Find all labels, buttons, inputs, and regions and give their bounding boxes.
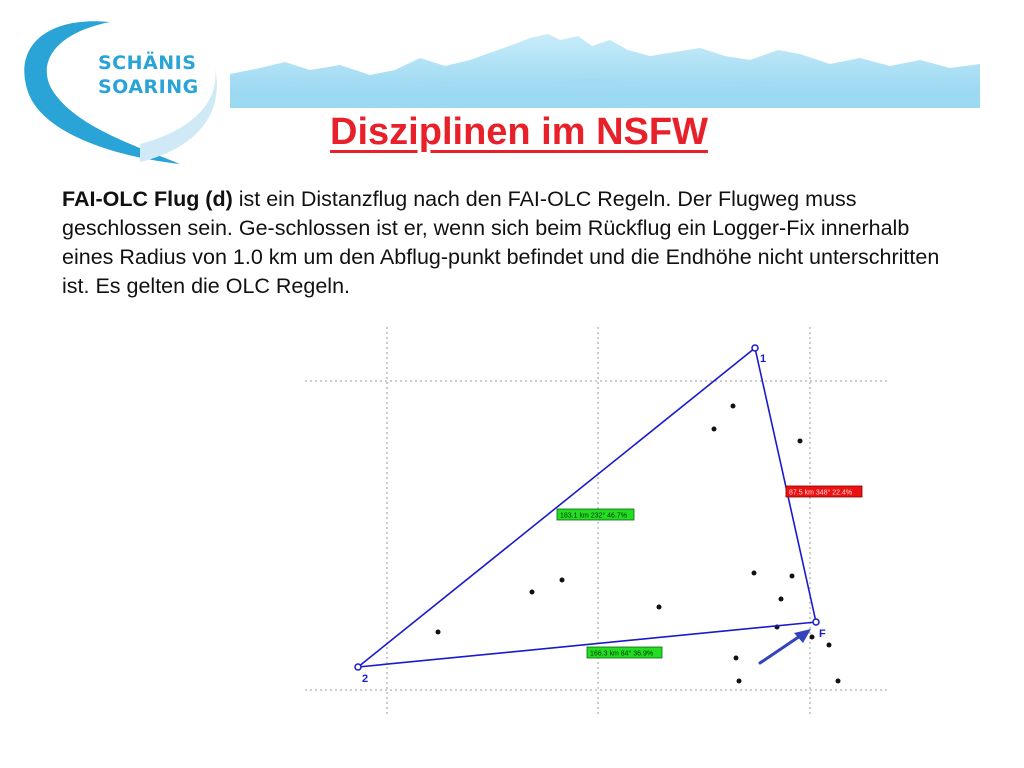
turnpoint-marker (712, 427, 717, 432)
vertex-2 (355, 664, 361, 670)
page-title: Disziplinen im NSFW (330, 111, 708, 153)
discipline-name: FAI-OLC Flug (d) (62, 187, 233, 211)
turnpoint-marker (798, 439, 803, 444)
turnpoint-marker (810, 635, 815, 640)
discipline-description: ist ein Distanzflug nach den FAI-OLC Regeln. Der Flugweg muss geschlossen sein. Ge-schlossen ist er, wenn sich beim Rückflug ein Logger-Fix innerhalb eines Radius von 1.0 km um den Abflug-punkt befindet und die Endhöhe nicht unterschritten ist. Es gelten die OLC Regeln. (62, 187, 940, 298)
turnpoint-marker (737, 679, 742, 684)
logo-text-line1: SCHÄNIS (98, 52, 197, 74)
logo-text-line2: SOARING (98, 76, 199, 98)
turnpoint-marker (560, 578, 565, 583)
turnpoint-marker (790, 574, 795, 579)
track-vertices (355, 345, 819, 670)
flight-track (358, 348, 816, 667)
leg-label-2-1: 183.1 km 232° 46.7% (560, 512, 628, 520)
turnpoint-marker (731, 404, 736, 409)
flight-track-diagram (300, 325, 900, 720)
leg-label-F-2: 166.3 km 84° 36.9% (590, 650, 654, 658)
turnpoint-marker (657, 605, 662, 610)
finish-pointer-arrow (760, 629, 811, 663)
turnpoint-marker (836, 679, 841, 684)
track-leg-1-F (755, 348, 816, 622)
turnpoint-marker (530, 590, 535, 595)
turnpoint-marker (734, 656, 739, 661)
vertex-F (813, 619, 819, 625)
turnpoint-marker (752, 571, 757, 576)
map-grid (305, 327, 888, 717)
leg-label-1-F: 87.5 km 348° 22.4% (789, 489, 853, 497)
point-label-1: 1 (760, 353, 767, 365)
body-paragraph (62, 185, 962, 301)
point-label-2: 2 (362, 673, 369, 685)
vertex-1 (752, 345, 758, 351)
mountain-banner-image (230, 30, 980, 108)
track-leg-2-1 (358, 348, 755, 667)
track-leg-F-2 (358, 622, 816, 667)
turnpoint-marker (827, 643, 832, 648)
turnpoint-markers (436, 404, 841, 684)
point-label-F: F (819, 628, 826, 640)
turnpoint-marker (779, 597, 784, 602)
turnpoint-marker (436, 630, 441, 635)
